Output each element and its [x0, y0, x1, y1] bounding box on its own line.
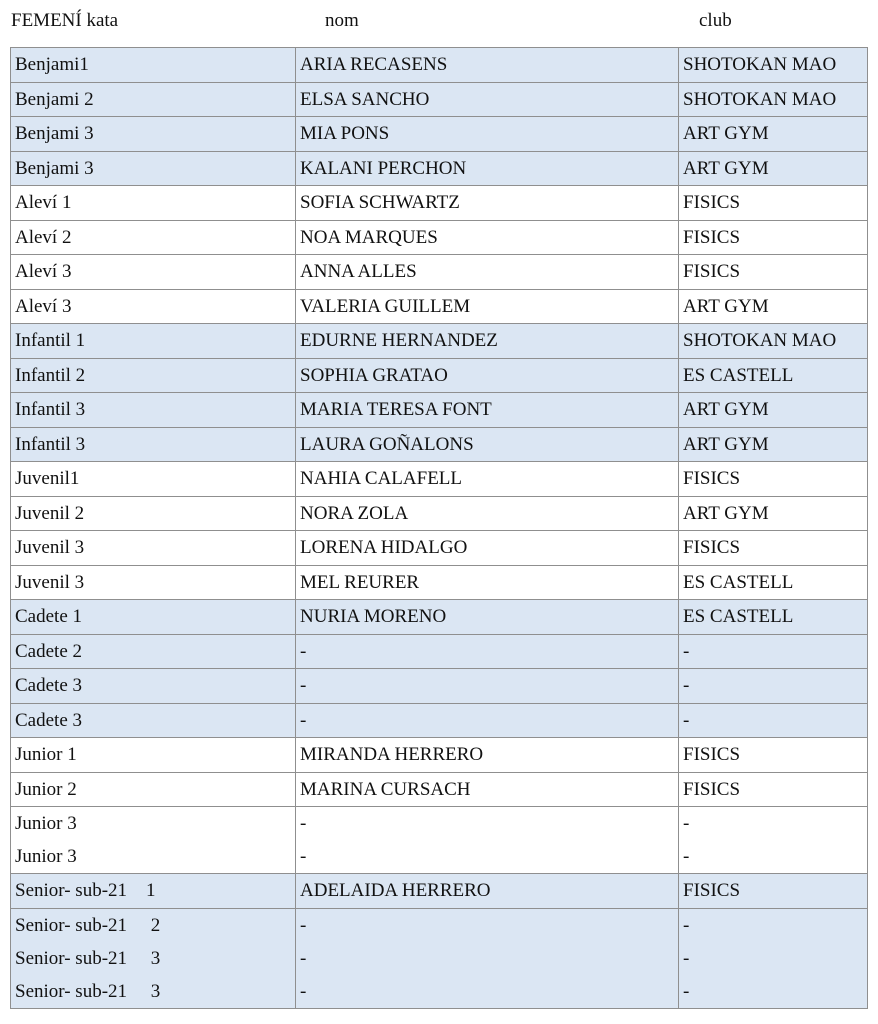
name-cell: MARIA TERESA FONT	[296, 393, 679, 428]
category-cell: Cadete 3	[11, 703, 296, 738]
name-cell: -	[296, 807, 679, 841]
table-row	[11, 738, 868, 773]
table-row	[11, 565, 868, 600]
club-cell: SHOTOKAN MAO	[679, 48, 868, 83]
category-cell: Juvenil 2	[11, 496, 296, 531]
table-row	[11, 703, 868, 738]
category-cell: Juvenil 3	[11, 531, 296, 566]
table-row	[11, 48, 868, 83]
club-cell: -	[679, 703, 868, 738]
name-cell: MEL REURER	[296, 565, 679, 600]
table-row	[11, 942, 868, 975]
category-cell: Aleví 3	[11, 289, 296, 324]
table-row	[11, 117, 868, 152]
category-cell: Junior 1	[11, 738, 296, 773]
name-cell: ARIA RECASENS	[296, 48, 679, 83]
name-cell: MARINA CURSACH	[296, 772, 679, 807]
page-title: FEMENÍ kata	[11, 10, 119, 31]
table-row	[11, 634, 868, 669]
category-cell: Aleví 2	[11, 220, 296, 255]
name-cell: NURIA MORENO	[296, 600, 679, 635]
name-cell: -	[296, 634, 679, 669]
club-cell: ART GYM	[679, 393, 868, 428]
club-cell: FISICS	[679, 531, 868, 566]
category-cell: Infantil 1	[11, 324, 296, 359]
club-cell: FISICS	[679, 462, 868, 497]
table-row	[11, 289, 868, 324]
table-row	[11, 151, 868, 186]
column-header-nom: nom	[325, 10, 359, 31]
category-cell: Infantil 3	[11, 393, 296, 428]
category-cell: Infantil 3	[11, 427, 296, 462]
club-cell: -	[679, 840, 868, 874]
table-row	[11, 669, 868, 704]
category-cell: Senior- sub-21 1	[11, 874, 296, 909]
table-row	[11, 462, 868, 497]
table-header	[0, 8, 878, 34]
table-row	[11, 220, 868, 255]
category-cell: Aleví 3	[11, 255, 296, 290]
name-cell: LORENA HIDALGO	[296, 531, 679, 566]
club-cell: FISICS	[679, 220, 868, 255]
club-cell: FISICS	[679, 772, 868, 807]
table-row	[11, 908, 868, 942]
name-cell: -	[296, 669, 679, 704]
roster-body	[11, 48, 868, 1009]
name-cell: SOFIA SCHWARTZ	[296, 186, 679, 221]
table-row	[11, 874, 868, 909]
name-cell: ELSA SANCHO	[296, 82, 679, 117]
name-cell: ANNA ALLES	[296, 255, 679, 290]
category-cell: Senior- sub-21 3	[11, 975, 296, 1009]
name-cell: -	[296, 942, 679, 975]
club-cell: -	[679, 634, 868, 669]
club-cell: ART GYM	[679, 289, 868, 324]
name-cell: -	[296, 703, 679, 738]
name-cell: EDURNE HERNANDEZ	[296, 324, 679, 359]
category-cell: Aleví 1	[11, 186, 296, 221]
category-cell: Cadete 2	[11, 634, 296, 669]
kata-roster-table	[10, 47, 868, 1009]
table-row	[11, 358, 868, 393]
name-cell: ADELAIDA HERRERO	[296, 874, 679, 909]
table-row	[11, 531, 868, 566]
name-cell: VALERIA GUILLEM	[296, 289, 679, 324]
name-cell: NAHIA CALAFELL	[296, 462, 679, 497]
club-cell: -	[679, 807, 868, 841]
name-cell: MIRANDA HERRERO	[296, 738, 679, 773]
name-cell: LAURA GOÑALONS	[296, 427, 679, 462]
table-row	[11, 600, 868, 635]
name-cell: NOA MARQUES	[296, 220, 679, 255]
category-cell: Junior 3	[11, 840, 296, 874]
club-cell: FISICS	[679, 255, 868, 290]
category-cell: Benjami1	[11, 48, 296, 83]
table-row	[11, 255, 868, 290]
category-cell: Cadete 1	[11, 600, 296, 635]
table-row	[11, 324, 868, 359]
category-cell: Infantil 2	[11, 358, 296, 393]
name-cell: NORA ZOLA	[296, 496, 679, 531]
name-cell: SOPHIA GRATAO	[296, 358, 679, 393]
category-cell: Junior 2	[11, 772, 296, 807]
club-cell: SHOTOKAN MAO	[679, 324, 868, 359]
club-cell: FISICS	[679, 186, 868, 221]
club-cell: ART GYM	[679, 496, 868, 531]
club-cell: ART GYM	[679, 117, 868, 152]
club-cell: ES CASTELL	[679, 600, 868, 635]
category-cell: Senior- sub-21 3	[11, 942, 296, 975]
club-cell: FISICS	[679, 874, 868, 909]
name-cell: -	[296, 975, 679, 1009]
category-cell: Juvenil1	[11, 462, 296, 497]
table-row	[11, 807, 868, 841]
club-cell: ART GYM	[679, 427, 868, 462]
table-row	[11, 840, 868, 874]
category-cell: Junior 3	[11, 807, 296, 841]
club-cell: ES CASTELL	[679, 565, 868, 600]
column-header-club: club	[699, 10, 732, 31]
category-cell: Benjami 3	[11, 117, 296, 152]
club-cell: ART GYM	[679, 151, 868, 186]
club-cell: -	[679, 908, 868, 942]
category-cell: Cadete 3	[11, 669, 296, 704]
table-row	[11, 975, 868, 1009]
table-row	[11, 393, 868, 428]
category-cell: Juvenil 3	[11, 565, 296, 600]
table-row	[11, 772, 868, 807]
name-cell: -	[296, 908, 679, 942]
name-cell: -	[296, 840, 679, 874]
table-row	[11, 496, 868, 531]
category-cell: Benjami 3	[11, 151, 296, 186]
club-cell: ES CASTELL	[679, 358, 868, 393]
club-cell: -	[679, 975, 868, 1009]
club-cell: -	[679, 669, 868, 704]
club-cell: SHOTOKAN MAO	[679, 82, 868, 117]
club-cell: -	[679, 942, 868, 975]
table-row	[11, 82, 868, 117]
category-cell: Senior- sub-21 2	[11, 908, 296, 942]
name-cell: MIA PONS	[296, 117, 679, 152]
category-cell: Benjami 2	[11, 82, 296, 117]
name-cell: KALANI PERCHON	[296, 151, 679, 186]
table-row	[11, 427, 868, 462]
club-cell: FISICS	[679, 738, 868, 773]
table-row	[11, 186, 868, 221]
